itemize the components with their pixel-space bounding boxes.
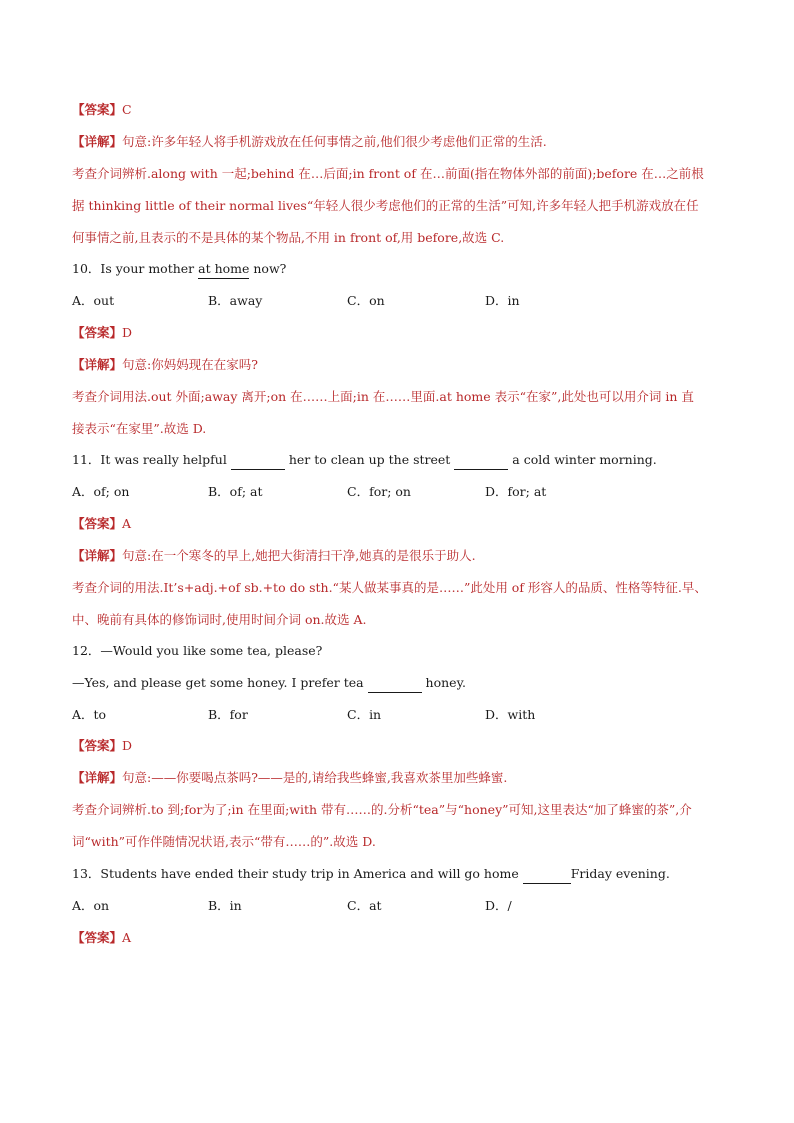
q10-option-a: A．out — [72, 293, 115, 308]
detail-sentence: 句意:许多年轻人将手机游戏放在任何事情之前,他们很少考虑他们正常的生活. — [122, 134, 547, 149]
q12-question-line-1: 12．—Would you like some tea, please? — [72, 643, 323, 658]
answer-value: A — [122, 930, 132, 945]
detail-sentence: 句意:你妈妈现在在家吗? — [122, 357, 258, 372]
q12-detail-line — [72, 769, 507, 787]
detail-sentence: 句意:——你要喝点茶吗?——是的,请给我些蜂蜜,我喜欢茶里加些蜂蜜. — [122, 770, 508, 785]
q11-option-b: B．of; at — [208, 484, 263, 499]
q11-option-a: A．of; on — [72, 484, 130, 499]
answer-value: D — [122, 325, 133, 340]
q11-option-d: D．for; at — [485, 484, 547, 499]
q12-text-a: —Yes, and please get some honey. I prefer tea — [72, 675, 368, 690]
q10-text-a: 10．Is your mother — [72, 261, 199, 276]
q10-answer-line — [72, 324, 132, 342]
detail-label: 【详解】 — [72, 357, 123, 372]
q9-explain-line-3: 何事情之前,且表示的不是具体的某个物品,不用 in front of,用 before,故选 C. — [72, 230, 505, 245]
q10-question — [72, 260, 286, 279]
q13-blank — [523, 865, 571, 884]
q13-text-b: Friday evening. — [570, 866, 670, 881]
q12-explain-line-2: 词“with”可作伴随情况状语,表示“带有……的”.故选 D. — [72, 834, 376, 849]
q12-option-b: B．for — [208, 707, 248, 722]
q12-blank — [368, 674, 422, 693]
q13-answer-line — [72, 929, 131, 947]
q9-detail-line — [72, 133, 547, 151]
q9-explain-line-2: 据 thinking little of their normal lives“年轻人很少考虑他们的正常的生活”可知,许多年轻人把手机游戏放在任 — [72, 198, 699, 213]
q11-detail-line — [72, 547, 476, 565]
q11-answer-line — [72, 515, 131, 533]
answer-label: 【答案】 — [72, 930, 123, 945]
answer-value: A — [122, 516, 132, 531]
q10-underlined: at home — [198, 260, 249, 279]
q10-detail-line — [72, 356, 258, 374]
q13-option-b: B．in — [208, 898, 242, 913]
q12-option-c: C．in — [347, 707, 382, 722]
q10-text-b: now? — [249, 261, 287, 276]
q11-text-b: her to clean up the street — [284, 452, 455, 467]
answer-value: C — [122, 102, 132, 117]
q10-option-d: D．in — [485, 293, 520, 308]
q13-option-d: D．/ — [485, 898, 512, 913]
q12-option-a: A．to — [72, 707, 107, 722]
q13-option-c: C．at — [347, 898, 382, 913]
q10-option-c: C．on — [347, 293, 385, 308]
detail-label: 【详解】 — [72, 134, 123, 149]
detail-label: 【详解】 — [72, 548, 123, 563]
q11-blank-1 — [231, 451, 285, 470]
answer-label: 【答案】 — [72, 325, 123, 340]
q12-question-line-2 — [72, 674, 466, 693]
q11-blank-2 — [454, 451, 508, 470]
answer-value: D — [122, 738, 133, 753]
q10-explain-line-1: 考查介词用法.out 外面;away 离开;on 在……上面;in 在……里面.at home 表示“在家”,此处也可以用介词 in 直 — [72, 389, 694, 404]
q12-explain-line-1: 考查介词辨析.to 到;for为了;in 在里面;with 带有……的.分析“tea”与“honey”可知,这里表达“加了蜂蜜的茶”,介 — [72, 802, 692, 817]
q12-option-d: D．with — [485, 707, 536, 722]
answer-label: 【答案】 — [72, 738, 123, 753]
q11-question — [72, 451, 657, 470]
q11-text-a: 11．It was really helpful — [72, 452, 231, 467]
q12-text-b: honey. — [421, 675, 466, 690]
detail-label: 【详解】 — [72, 770, 123, 785]
q11-text-c: a cold winter morning. — [508, 452, 657, 467]
q9-answer-line — [72, 101, 132, 119]
answer-label: 【答案】 — [72, 102, 123, 117]
q13-text-a: 13．Students have ended their study trip in America and will go home — [72, 866, 523, 881]
q11-explain-line-1: 考查介词的用法.It’s+adj.+of sb.+to do sth.“某人做某事真的是……”此处用 of 形容人的品质、性格等特征.早、 — [72, 580, 707, 595]
detail-sentence: 句意:在一个寒冬的早上,她把大街清扫干净,她真的是很乐于助人. — [122, 548, 476, 563]
answer-label: 【答案】 — [72, 516, 123, 531]
q10-explain-line-2: 接表示“在家里”.故选 D. — [72, 421, 207, 436]
q13-option-a: A．on — [72, 898, 110, 913]
q11-option-c: C．for; on — [347, 484, 411, 499]
q13-question — [72, 865, 670, 884]
q12-answer-line — [72, 737, 132, 755]
q11-explain-line-2: 中、晚前有具体的修饰词时,使用时间介词 on.故选 A. — [72, 612, 367, 627]
q10-option-b: B．away — [208, 293, 263, 308]
q9-explain-line-1: 考查介词辨析.along with 一起;behind 在…后面;in front of 在…前面(指在物体外部的前面);before 在…之前根 — [72, 166, 704, 181]
